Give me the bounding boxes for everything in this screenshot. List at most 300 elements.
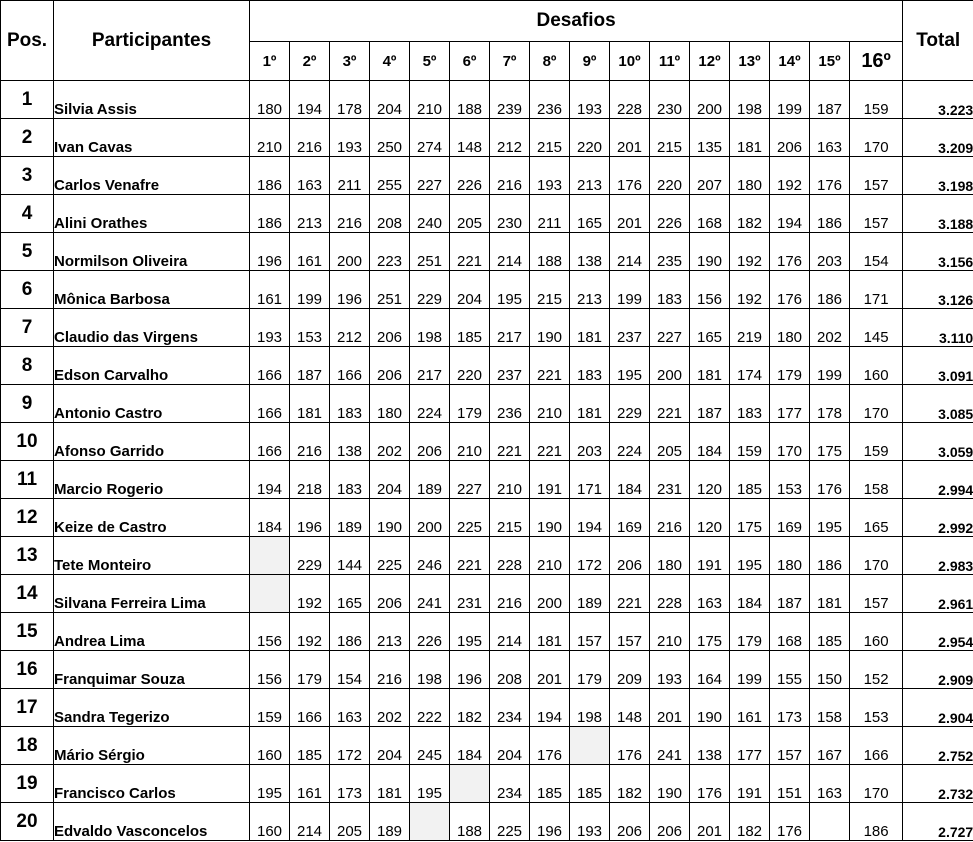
score-cell: 205 bbox=[330, 803, 370, 841]
score-cell: 219 bbox=[730, 309, 770, 347]
participant-name: Antonio Castro bbox=[54, 385, 250, 423]
score-cell: 212 bbox=[330, 309, 370, 347]
header-round-15: 15º bbox=[810, 42, 850, 81]
score-cell: 217 bbox=[410, 347, 450, 385]
table-row bbox=[1, 119, 973, 157]
score-cell: 196 bbox=[330, 271, 370, 309]
total-cell: 3.156 bbox=[903, 233, 973, 271]
participant-name: Marcio Rogerio bbox=[54, 461, 250, 499]
table-row bbox=[1, 385, 973, 423]
participant-name: Mário Sérgio bbox=[54, 727, 250, 765]
participant-name: Franquimar Souza bbox=[54, 651, 250, 689]
score-cell: 184 bbox=[610, 461, 650, 499]
score-cell: 189 bbox=[410, 461, 450, 499]
score-cell: 169 bbox=[770, 499, 810, 537]
score-cell: 181 bbox=[810, 575, 850, 613]
score-cell: 179 bbox=[570, 651, 610, 689]
table-row bbox=[1, 347, 973, 385]
position-cell: 9 bbox=[1, 385, 54, 423]
score-cell: 208 bbox=[490, 651, 530, 689]
header-round-2: 2º bbox=[290, 42, 330, 81]
score-cell: 179 bbox=[770, 347, 810, 385]
score-cell: 175 bbox=[690, 613, 730, 651]
score-cell: 165 bbox=[330, 575, 370, 613]
score-cell: 225 bbox=[450, 499, 490, 537]
score-cell: 182 bbox=[450, 689, 490, 727]
position-cell: 7 bbox=[1, 309, 54, 347]
total-cell: 3.091 bbox=[903, 347, 973, 385]
header-round-4: 4º bbox=[370, 42, 410, 81]
score-cell: 205 bbox=[450, 195, 490, 233]
position-cell: 2 bbox=[1, 119, 54, 157]
total-cell: 2.992 bbox=[903, 499, 973, 537]
score-cell: 120 bbox=[690, 499, 730, 537]
score-cell: 215 bbox=[490, 499, 530, 537]
score-cell: 192 bbox=[730, 233, 770, 271]
score-cell: 221 bbox=[530, 423, 570, 461]
score-cell: 192 bbox=[730, 271, 770, 309]
score-cell: 160 bbox=[850, 613, 903, 651]
score-cell: 206 bbox=[370, 309, 410, 347]
score-cell: 154 bbox=[850, 233, 903, 271]
score-cell: 225 bbox=[490, 803, 530, 841]
total-cell: 3.223 bbox=[903, 81, 973, 119]
score-cell: 159 bbox=[850, 81, 903, 119]
score-cell: 157 bbox=[570, 613, 610, 651]
score-cell: 183 bbox=[330, 461, 370, 499]
score-cell: 193 bbox=[250, 309, 290, 347]
table-row bbox=[1, 575, 973, 613]
score-cell: 181 bbox=[570, 385, 610, 423]
table-row bbox=[1, 537, 973, 575]
score-cell: 204 bbox=[450, 271, 490, 309]
score-cell: 152 bbox=[850, 651, 903, 689]
score-cell: 176 bbox=[690, 765, 730, 803]
position-cell: 18 bbox=[1, 727, 54, 765]
score-cell: 180 bbox=[770, 537, 810, 575]
score-cell: 163 bbox=[290, 157, 330, 195]
score-cell: 210 bbox=[530, 385, 570, 423]
score-cell: 227 bbox=[650, 309, 690, 347]
score-cell: 138 bbox=[570, 233, 610, 271]
score-cell: 186 bbox=[810, 195, 850, 233]
score-cell: 226 bbox=[650, 195, 690, 233]
score-cell: 235 bbox=[650, 233, 690, 271]
score-cell: 176 bbox=[810, 157, 850, 195]
score-cell: 215 bbox=[650, 119, 690, 157]
header-round-5: 5º bbox=[410, 42, 450, 81]
participant-name: Andrea Lima bbox=[54, 613, 250, 651]
score-cell: 183 bbox=[650, 271, 690, 309]
total-cell: 3.198 bbox=[903, 157, 973, 195]
total-cell: 2.909 bbox=[903, 651, 973, 689]
score-cell: 189 bbox=[330, 499, 370, 537]
score-cell: 239 bbox=[490, 81, 530, 119]
score-cell: 201 bbox=[610, 195, 650, 233]
score-cell: 198 bbox=[730, 81, 770, 119]
score-cell: 163 bbox=[330, 689, 370, 727]
table-row bbox=[1, 689, 973, 727]
score-cell: 172 bbox=[330, 727, 370, 765]
score-cell: 211 bbox=[330, 157, 370, 195]
position-cell: 8 bbox=[1, 347, 54, 385]
score-cell: 241 bbox=[650, 727, 690, 765]
score-cell: 250 bbox=[370, 119, 410, 157]
score-cell: 204 bbox=[370, 461, 410, 499]
score-cell: 156 bbox=[250, 613, 290, 651]
score-cell: 200 bbox=[530, 575, 570, 613]
participant-name: Edvaldo Vasconcelos bbox=[54, 803, 250, 841]
score-cell: 198 bbox=[410, 309, 450, 347]
position-cell: 10 bbox=[1, 423, 54, 461]
score-cell: 178 bbox=[330, 81, 370, 119]
score-cell: 189 bbox=[570, 575, 610, 613]
score-cell: 166 bbox=[250, 347, 290, 385]
total-cell: 2.732 bbox=[903, 765, 973, 803]
score-cell: 234 bbox=[490, 765, 530, 803]
score-cell: 179 bbox=[730, 613, 770, 651]
score-cell: 145 bbox=[850, 309, 903, 347]
score-cell: 220 bbox=[450, 347, 490, 385]
participant-name: Keize de Castro bbox=[54, 499, 250, 537]
score-cell-missing bbox=[410, 803, 450, 841]
score-cell: 251 bbox=[370, 271, 410, 309]
score-cell: 153 bbox=[290, 309, 330, 347]
score-cell: 224 bbox=[410, 385, 450, 423]
score-cell: 206 bbox=[650, 803, 690, 841]
score-cell: 190 bbox=[650, 765, 690, 803]
score-cell: 172 bbox=[570, 537, 610, 575]
score-cell: 182 bbox=[730, 195, 770, 233]
score-cell: 193 bbox=[570, 81, 610, 119]
score-cell: 198 bbox=[410, 651, 450, 689]
score-cell: 231 bbox=[650, 461, 690, 499]
score-cell: 150 bbox=[810, 651, 850, 689]
participant-name: Ivan Cavas bbox=[54, 119, 250, 157]
score-cell: 230 bbox=[490, 195, 530, 233]
position-cell: 15 bbox=[1, 613, 54, 651]
score-cell: 221 bbox=[450, 233, 490, 271]
score-cell: 205 bbox=[650, 423, 690, 461]
total-cell: 3.085 bbox=[903, 385, 973, 423]
total-cell: 2.961 bbox=[903, 575, 973, 613]
score-cell: 120 bbox=[690, 461, 730, 499]
position-cell: 6 bbox=[1, 271, 54, 309]
score-cell: 178 bbox=[810, 385, 850, 423]
participant-name: Silvia Assis bbox=[54, 81, 250, 119]
score-cell: 199 bbox=[290, 271, 330, 309]
score-cell: 194 bbox=[290, 81, 330, 119]
score-cell: 195 bbox=[410, 765, 450, 803]
score-cell: 216 bbox=[330, 195, 370, 233]
position-cell: 16 bbox=[1, 651, 54, 689]
score-cell: 241 bbox=[410, 575, 450, 613]
score-cell: 206 bbox=[770, 119, 810, 157]
score-cell: 200 bbox=[690, 81, 730, 119]
score-cell: 193 bbox=[650, 651, 690, 689]
score-cell: 228 bbox=[490, 537, 530, 575]
score-cell: 208 bbox=[370, 195, 410, 233]
score-cell: 173 bbox=[770, 689, 810, 727]
position-cell: 20 bbox=[1, 803, 54, 841]
score-cell: 214 bbox=[490, 233, 530, 271]
score-cell: 199 bbox=[610, 271, 650, 309]
score-cell: 183 bbox=[570, 347, 610, 385]
score-cell: 207 bbox=[690, 157, 730, 195]
score-cell: 161 bbox=[730, 689, 770, 727]
ranking-body bbox=[1, 81, 973, 841]
score-cell: 206 bbox=[610, 803, 650, 841]
score-cell: 200 bbox=[650, 347, 690, 385]
score-cell: 246 bbox=[410, 537, 450, 575]
score-cell: 213 bbox=[290, 195, 330, 233]
position-cell: 3 bbox=[1, 157, 54, 195]
score-cell: 166 bbox=[250, 423, 290, 461]
score-cell: 180 bbox=[250, 81, 290, 119]
position-cell: 1 bbox=[1, 81, 54, 119]
score-cell: 196 bbox=[530, 803, 570, 841]
score-cell: 199 bbox=[730, 651, 770, 689]
score-cell: 186 bbox=[330, 613, 370, 651]
score-cell: 202 bbox=[370, 689, 410, 727]
score-cell: 210 bbox=[490, 461, 530, 499]
score-cell: 201 bbox=[650, 689, 690, 727]
score-cell: 157 bbox=[850, 157, 903, 195]
score-cell: 179 bbox=[290, 651, 330, 689]
score-cell: 160 bbox=[250, 803, 290, 841]
score-cell: 177 bbox=[730, 727, 770, 765]
score-cell: 200 bbox=[330, 233, 370, 271]
total-cell: 2.983 bbox=[903, 537, 973, 575]
score-cell: 210 bbox=[410, 81, 450, 119]
score-cell: 185 bbox=[730, 461, 770, 499]
score-cell: 166 bbox=[330, 347, 370, 385]
score-cell: 156 bbox=[690, 271, 730, 309]
score-cell: 188 bbox=[530, 233, 570, 271]
score-cell: 157 bbox=[770, 727, 810, 765]
table-row bbox=[1, 727, 973, 765]
score-cell: 218 bbox=[290, 461, 330, 499]
score-cell: 180 bbox=[370, 385, 410, 423]
participant-name: Normilson Oliveira bbox=[54, 233, 250, 271]
score-cell: 211 bbox=[530, 195, 570, 233]
score-cell: 176 bbox=[610, 727, 650, 765]
score-cell: 157 bbox=[850, 195, 903, 233]
score-cell: 240 bbox=[410, 195, 450, 233]
position-cell: 12 bbox=[1, 499, 54, 537]
score-cell: 163 bbox=[690, 575, 730, 613]
score-cell: 245 bbox=[410, 727, 450, 765]
position-cell: 13 bbox=[1, 537, 54, 575]
participant-name: Mônica Barbosa bbox=[54, 271, 250, 309]
score-cell: 166 bbox=[850, 727, 903, 765]
score-cell-missing bbox=[570, 727, 610, 765]
header-round-14: 14º bbox=[770, 42, 810, 81]
score-cell: 185 bbox=[570, 765, 610, 803]
score-cell: 166 bbox=[290, 689, 330, 727]
score-cell: 221 bbox=[530, 347, 570, 385]
participant-name: Afonso Garrido bbox=[54, 423, 250, 461]
total-cell: 3.126 bbox=[903, 271, 973, 309]
score-cell: 191 bbox=[690, 537, 730, 575]
score-cell: 157 bbox=[610, 613, 650, 651]
score-cell: 165 bbox=[570, 195, 610, 233]
score-cell: 151 bbox=[770, 765, 810, 803]
score-cell: 192 bbox=[770, 157, 810, 195]
header-challenges: Desafios bbox=[250, 1, 903, 42]
score-cell: 195 bbox=[450, 613, 490, 651]
score-cell: 213 bbox=[370, 613, 410, 651]
score-cell: 174 bbox=[730, 347, 770, 385]
score-cell: 229 bbox=[610, 385, 650, 423]
score-cell: 176 bbox=[610, 157, 650, 195]
table-row bbox=[1, 309, 973, 347]
table-row bbox=[1, 803, 973, 841]
score-cell: 204 bbox=[370, 727, 410, 765]
score-cell: 175 bbox=[730, 499, 770, 537]
score-cell: 190 bbox=[530, 499, 570, 537]
score-cell: 196 bbox=[290, 499, 330, 537]
score-cell: 274 bbox=[410, 119, 450, 157]
score-cell: 168 bbox=[690, 195, 730, 233]
score-cell: 194 bbox=[770, 195, 810, 233]
score-cell: 213 bbox=[570, 157, 610, 195]
score-cell: 185 bbox=[290, 727, 330, 765]
header-round-10: 10º bbox=[610, 42, 650, 81]
score-cell: 192 bbox=[290, 613, 330, 651]
score-cell: 182 bbox=[610, 765, 650, 803]
score-cell: 216 bbox=[490, 575, 530, 613]
header-round-7: 7º bbox=[490, 42, 530, 81]
score-cell: 170 bbox=[850, 385, 903, 423]
score-cell: 186 bbox=[810, 537, 850, 575]
score-cell: 190 bbox=[690, 233, 730, 271]
score-cell: 215 bbox=[530, 271, 570, 309]
score-cell: 195 bbox=[610, 347, 650, 385]
score-cell: 206 bbox=[610, 537, 650, 575]
score-cell: 163 bbox=[810, 765, 850, 803]
score-cell: 201 bbox=[530, 651, 570, 689]
score-cell: 194 bbox=[250, 461, 290, 499]
header-round-12: 12º bbox=[690, 42, 730, 81]
table-row bbox=[1, 157, 973, 195]
score-cell: 222 bbox=[410, 689, 450, 727]
table-row bbox=[1, 81, 973, 119]
score-cell: 201 bbox=[610, 119, 650, 157]
score-cell: 184 bbox=[250, 499, 290, 537]
score-cell: 161 bbox=[290, 765, 330, 803]
score-cell: 204 bbox=[490, 727, 530, 765]
score-cell: 234 bbox=[490, 689, 530, 727]
score-cell: 180 bbox=[730, 157, 770, 195]
score-cell: 153 bbox=[770, 461, 810, 499]
score-cell: 209 bbox=[610, 651, 650, 689]
score-cell: 180 bbox=[770, 309, 810, 347]
score-cell: 163 bbox=[810, 119, 850, 157]
participant-name: Alini Orathes bbox=[54, 195, 250, 233]
participant-name: Claudio das Virgens bbox=[54, 309, 250, 347]
score-cell: 213 bbox=[570, 271, 610, 309]
score-cell bbox=[810, 803, 850, 841]
score-cell: 138 bbox=[330, 423, 370, 461]
score-cell: 179 bbox=[450, 385, 490, 423]
score-cell: 195 bbox=[490, 271, 530, 309]
score-cell: 230 bbox=[650, 81, 690, 119]
score-cell: 148 bbox=[610, 689, 650, 727]
score-cell: 185 bbox=[810, 613, 850, 651]
score-cell: 210 bbox=[650, 613, 690, 651]
score-cell: 220 bbox=[570, 119, 610, 157]
score-cell: 159 bbox=[250, 689, 290, 727]
score-cell: 191 bbox=[530, 461, 570, 499]
score-cell: 135 bbox=[690, 119, 730, 157]
score-cell: 194 bbox=[570, 499, 610, 537]
score-cell: 214 bbox=[290, 803, 330, 841]
header-round-11: 11º bbox=[650, 42, 690, 81]
score-cell: 181 bbox=[570, 309, 610, 347]
score-cell: 214 bbox=[610, 233, 650, 271]
score-cell: 227 bbox=[450, 461, 490, 499]
score-cell: 255 bbox=[370, 157, 410, 195]
score-cell: 183 bbox=[730, 385, 770, 423]
score-cell: 195 bbox=[730, 537, 770, 575]
score-cell: 206 bbox=[370, 575, 410, 613]
score-cell: 181 bbox=[730, 119, 770, 157]
score-cell: 236 bbox=[490, 385, 530, 423]
table-row bbox=[1, 233, 973, 271]
score-cell: 186 bbox=[250, 195, 290, 233]
score-cell: 160 bbox=[250, 727, 290, 765]
score-cell: 193 bbox=[570, 803, 610, 841]
score-cell: 175 bbox=[810, 423, 850, 461]
score-cell: 221 bbox=[650, 385, 690, 423]
total-cell: 3.209 bbox=[903, 119, 973, 157]
score-cell: 229 bbox=[290, 537, 330, 575]
participant-name: Francisco Carlos bbox=[54, 765, 250, 803]
score-cell: 188 bbox=[450, 803, 490, 841]
table-row bbox=[1, 461, 973, 499]
participant-name: Edson Carvalho bbox=[54, 347, 250, 385]
score-cell: 216 bbox=[490, 157, 530, 195]
score-cell: 171 bbox=[570, 461, 610, 499]
score-cell: 194 bbox=[530, 689, 570, 727]
score-cell: 206 bbox=[410, 423, 450, 461]
score-cell: 202 bbox=[810, 309, 850, 347]
score-cell: 161 bbox=[290, 233, 330, 271]
score-cell: 187 bbox=[290, 347, 330, 385]
score-cell: 202 bbox=[370, 423, 410, 461]
score-cell: 176 bbox=[530, 727, 570, 765]
score-cell: 193 bbox=[330, 119, 370, 157]
score-cell: 236 bbox=[530, 81, 570, 119]
total-cell: 2.994 bbox=[903, 461, 973, 499]
score-cell: 176 bbox=[770, 803, 810, 841]
score-cell-missing bbox=[250, 575, 290, 613]
score-cell: 195 bbox=[250, 765, 290, 803]
score-cell: 187 bbox=[770, 575, 810, 613]
score-cell: 220 bbox=[650, 157, 690, 195]
table-row bbox=[1, 499, 973, 537]
score-cell: 192 bbox=[290, 575, 330, 613]
score-cell: 229 bbox=[410, 271, 450, 309]
score-cell: 190 bbox=[530, 309, 570, 347]
score-cell: 161 bbox=[250, 271, 290, 309]
score-cell: 221 bbox=[450, 537, 490, 575]
total-cell: 2.904 bbox=[903, 689, 973, 727]
score-cell: 183 bbox=[330, 385, 370, 423]
position-cell: 4 bbox=[1, 195, 54, 233]
table-row bbox=[1, 613, 973, 651]
